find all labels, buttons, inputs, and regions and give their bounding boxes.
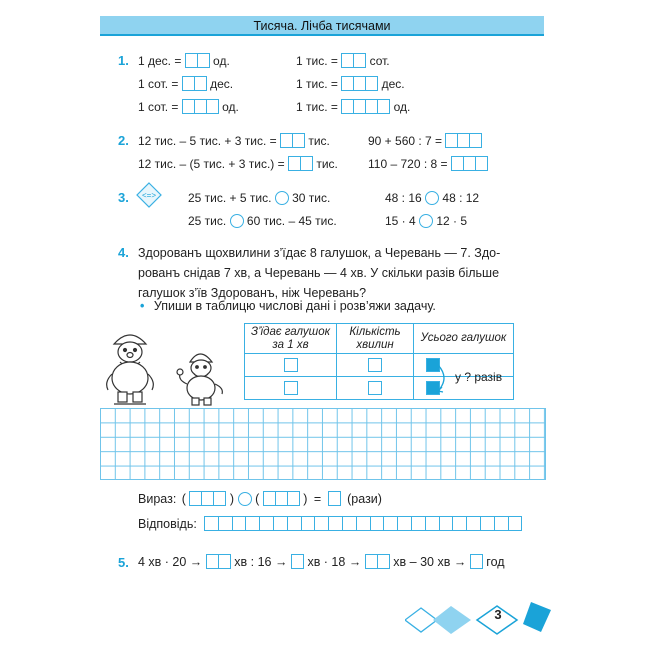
operation-circle[interactable] — [238, 492, 252, 506]
footer-decoration — [405, 602, 555, 638]
svg-text:<=>: <=> — [141, 191, 157, 200]
task-1-row-1-right: 1 тис. = сот. — [296, 53, 390, 68]
table-input-cell[interactable] — [368, 358, 382, 372]
answer-row[interactable] — [204, 516, 522, 531]
table-header: Усього галушок — [414, 324, 514, 354]
table-header: Кількість хвилин — [337, 324, 414, 354]
answer-cells[interactable] — [328, 491, 341, 506]
page-number: 3 — [494, 607, 502, 622]
answer-cells[interactable] — [341, 53, 366, 68]
table-input-cell[interactable] — [368, 381, 382, 395]
task-2-number: 2. — [118, 133, 129, 148]
task-4-instruction: • Упиши в таблицю числові дані і розв’яжи задачу. — [140, 299, 436, 313]
answer-cells[interactable] — [470, 554, 483, 569]
ratio-label: у ? разів — [455, 370, 503, 384]
table-input-cell[interactable] — [284, 358, 298, 372]
answer-cells[interactable] — [189, 491, 226, 506]
task-4-number: 4. — [118, 245, 129, 260]
task-2-row-2-left: 12 тис. – (5 тис. + 3 тис.) = тис. — [138, 156, 338, 171]
curved-arrow-icon — [436, 361, 452, 395]
answer-cells[interactable] — [206, 554, 231, 569]
answer-cells[interactable] — [263, 491, 300, 506]
page-title: Тисяча. Лічба тисячами — [253, 19, 391, 33]
expression-line: Вираз: ( ) ( ) = (рази) — [138, 491, 382, 506]
task-3-row-1-left: 25 тис. + 5 тис. 30 тис. — [188, 190, 331, 205]
task-1-row-3-left: 1 сот. = од. — [138, 99, 239, 114]
answer-cells[interactable] — [280, 133, 305, 148]
title-bar — [100, 16, 544, 36]
answer-cells[interactable] — [451, 156, 488, 171]
task-1-number: 1. — [118, 53, 129, 68]
task-3-number: 3. — [118, 190, 129, 205]
task-1-row-1-left: 1 дес. = од. — [138, 53, 230, 68]
table-input-cell[interactable] — [284, 381, 298, 395]
compare-circle[interactable] — [275, 191, 289, 205]
task-5-chain: 4 хв · 20 → хв : 16 → хв · 18 → хв – 30 хв → год — [138, 554, 505, 569]
task-5-number: 5. — [118, 555, 129, 570]
answer-cells[interactable] — [182, 76, 207, 91]
dwarves-illustration — [100, 322, 232, 408]
task-2-row-1-left: 12 тис. – 5 тис. + 3 тис. = тис. — [138, 133, 330, 148]
compare-circle[interactable] — [230, 214, 244, 228]
task-4-text: Здорованъ щохвилини з’їдає 8 галушок, а Черевань — 7. Здо- рованъ снідав 7 хв, а Черевань — 4 хв. У скільки разів більше галушок з’їв Здорованъ, ніж Черевань? — [138, 246, 501, 300]
answer-cells[interactable] — [182, 99, 219, 114]
answer-label: Відповідь: — [138, 517, 197, 531]
compare-circle[interactable] — [419, 214, 433, 228]
task-1-row-2-left: 1 сот. = дес. — [138, 76, 234, 91]
grid-workspace[interactable] — [100, 408, 546, 480]
task-2-row-1-right: 90 + 560 : 7 = — [368, 132, 482, 149]
task-3-row-1-right: 48 : 16 48 : 12 — [385, 190, 480, 205]
task-2-row-2-right: 110 – 720 : 8 = — [368, 155, 488, 172]
answer-cells[interactable] — [445, 133, 482, 148]
answer-cells[interactable] — [288, 156, 313, 171]
compare-circle[interactable] — [425, 191, 439, 205]
answer-cells[interactable] — [341, 76, 378, 91]
task-3-row-2-left: 25 тис. 60 тис. – 45 тис. — [188, 213, 337, 228]
task-3-row-2-right: 15 · 4 12 · 5 — [385, 213, 468, 228]
answer-cells[interactable] — [185, 53, 210, 68]
answer-cells[interactable] — [341, 99, 390, 114]
data-table — [244, 323, 514, 400]
table-header: З’їдає галушок за 1 хв — [245, 324, 337, 354]
answer-cells[interactable] — [365, 554, 390, 569]
answer-cells[interactable] — [291, 554, 304, 569]
task-1-row-3-right: 1 тис. = од. — [296, 99, 411, 114]
compare-sign-icon — [136, 182, 162, 208]
task-1-row-2-right: 1 тис. = дес. — [296, 76, 405, 91]
